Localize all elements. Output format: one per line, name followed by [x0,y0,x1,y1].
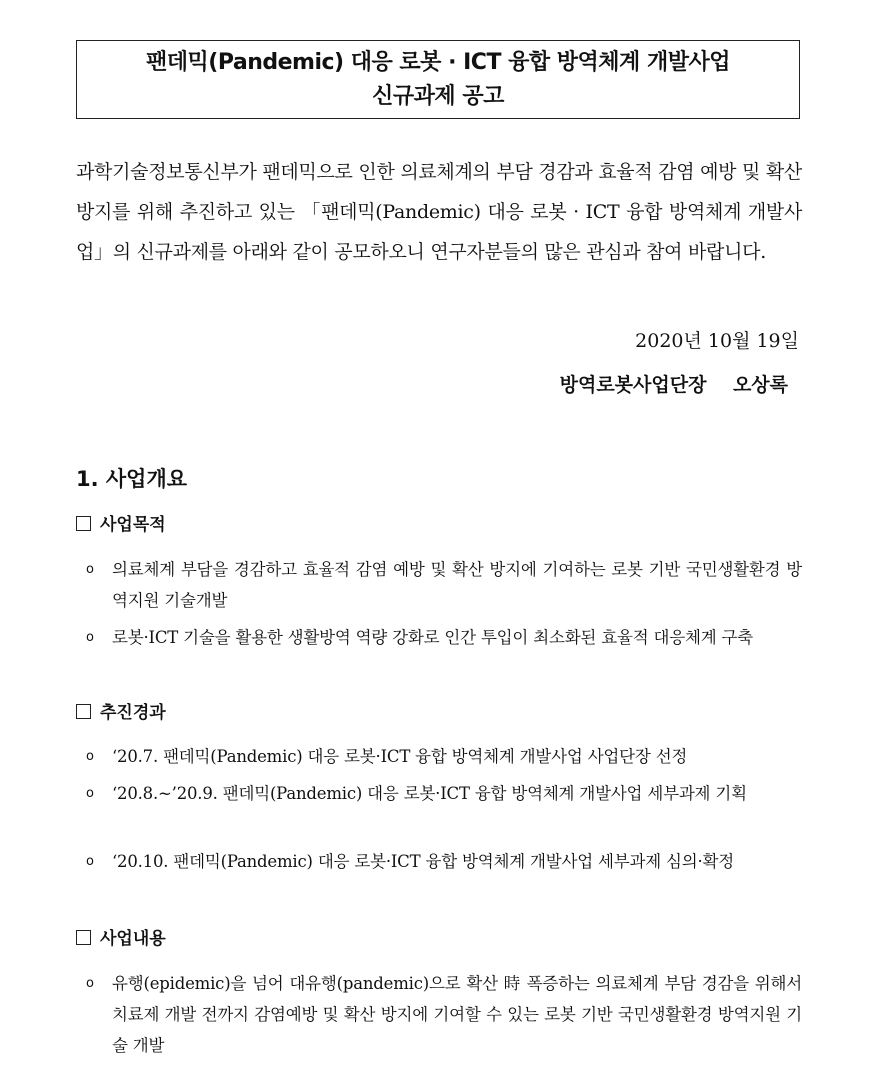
list-item [86,741,802,772]
subsection-heading-text: 사업목적 [100,515,166,535]
list-item-text: 유행(epidemic)을 넘어 대유행(pandemic)으로 확산 時 폭증하는 의료체계 부담 경감을 위해서 치료제 개발 전까지 감염예방 및 확산 방지에 기여할 수 있는 로봇 기반 국민생활환경 방역지원 기술 개발 [112,974,802,1055]
checkbox-square-icon [76,704,91,719]
title-line-2: 신규과제 공고 [372,84,504,109]
checkbox-square-icon [76,930,91,945]
list-item [86,622,802,653]
bullet-circle-icon: o [86,562,94,577]
list-item [86,778,802,809]
bullet-circle-icon: o [86,854,94,869]
list-item-text: ‘20.8.~’20.9. 팬데믹(Pandemic) 대응 로봇·ICT 융합 방역체계 개발사업 세부과제 기획 [112,784,747,803]
subsection-heading-purpose [76,512,166,538]
signer-title: 방역로봇사업단장 [559,374,707,396]
bullet-circle-icon: o [86,630,94,645]
list-item-text: ‘20.7. 팬데믹(Pandemic) 대응 로봇·ICT 융합 방역체계 개발사업 사업단장 선정 [112,747,688,766]
announcement-date: 2020년 10월 19일 [635,330,799,352]
list-item-text: 의료체계 부담을 경감하고 효율적 감염 예방 및 확산 방지에 기여하는 로봇 기반 국민생활환경 방역지원 기술개발 [112,560,802,610]
list-item-text: 로봇·ICT 기술을 활용한 생활방역 역량 강화로 인간 투입이 최소화된 효율적 대응체계 구축 [112,628,753,647]
intro-paragraph: 과학기술정보통신부가 팬데믹으로 인한 의료체계의 부담 경감과 효율적 감염 예방 및 확산 방지를 위해 추진하고 있는 「팬데믹(Pandemic) 대응 로봇 · ICT 융합 방역체계 개발사업」의 신규과제를 아래와 같이 공모하오니 연구자분들의 많은 관심과 참여 바랍니다. [76,161,802,263]
list-item [86,846,802,877]
list-item-text: ‘20.10. 팬데믹(Pandemic) 대응 로봇·ICT 융합 방역체계 개발사업 세부과제 심의·확정 [112,852,734,871]
subsection-heading-content [76,926,166,952]
list-item [86,554,802,616]
signer-line [560,370,788,400]
signer-name: 오상록 [732,374,788,396]
announcement-title-box [76,40,800,119]
checkbox-square-icon [76,516,91,531]
bullet-circle-icon: o [86,786,94,801]
subsection-heading-text: 사업내용 [100,929,166,949]
bullet-circle-icon: o [86,749,94,764]
list-item [86,968,802,1061]
section-heading: 1. 사업개요 [76,467,188,491]
bullet-circle-icon: o [86,976,94,991]
title-line-1: 팬데믹(Pandemic) 대응 로봇 · ICT 융합 방역체계 개발사업 [146,50,730,75]
subsection-heading-progress [76,700,166,726]
subsection-heading-text: 추진경과 [100,703,166,723]
